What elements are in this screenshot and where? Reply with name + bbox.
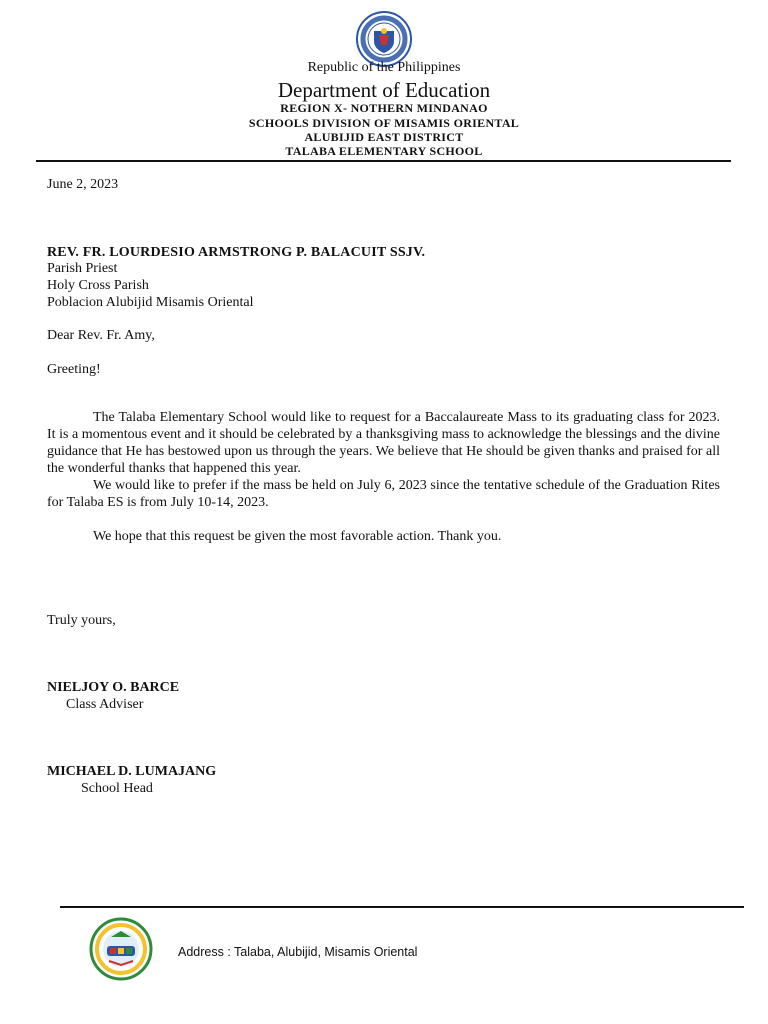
letter-date: June 2, 2023 [47, 177, 119, 192]
recipient-name: REV. FR. LOURDESIO ARMSTRONG P. BALACUIT SSJV. [47, 245, 426, 260]
school-line: TALABA ELEMENTARY SCHOOL [285, 144, 483, 158]
body-paragraph-closing: We hope that this request be given the most favorable action. Thank you. [93, 529, 502, 544]
signatory-head-role: School Head [81, 781, 153, 796]
body-paragraph-request: The Talaba Elementary School would like to request for a Baccalaureate Mass to its graduating class for 2023. It is a momentous event and it should be celebrated by a thanksgiving mass to acknowledge the blessings and the divine guidance that He has bestowed upon us through the years. We believe that He should be given thanks and praised for all the wonderful thanks that happened this year. [47, 410, 720, 476]
salutation: Dear Rev. Fr. Amy, [47, 328, 155, 343]
footer-address: Address : Talaba, Alubijid, Misamis Oriental [178, 945, 418, 959]
district-line: ALUBIJID EAST DISTRICT [304, 130, 464, 144]
recipient-address: Poblacion Alubijid Misamis Oriental [47, 295, 254, 310]
header-divider [36, 160, 731, 162]
greeting: Greeting! [47, 362, 101, 377]
department-heading: Department of Education [277, 78, 491, 102]
footer-divider [60, 906, 744, 908]
signatory-head-name: MICHAEL D. LUMAJANG [47, 764, 217, 779]
republic-heading: Republic of the Philippines [307, 60, 461, 75]
signatory-adviser-role: Class Adviser [66, 697, 144, 712]
deped-seal-icon [356, 11, 412, 67]
signatory-adviser-name: NIELJOY O. BARCE [47, 680, 180, 695]
recipient-parish: Holy Cross Parish [47, 278, 149, 293]
region-line: REGION X- NOTHERN MINDANAO [280, 101, 488, 115]
recipient-title: Parish Priest [47, 261, 118, 276]
division-line: SCHOOLS DIVISION OF MISAMIS ORIENTAL [248, 116, 520, 130]
complimentary-close: Truly yours, [47, 613, 116, 628]
body-paragraph-schedule: We would like to prefer if the mass be held on July 6, 2023 since the tentative schedule of the Graduation Rites for Talaba ES is from July 10-14, 2023. [47, 478, 720, 510]
school-logo-icon [85, 917, 157, 981]
